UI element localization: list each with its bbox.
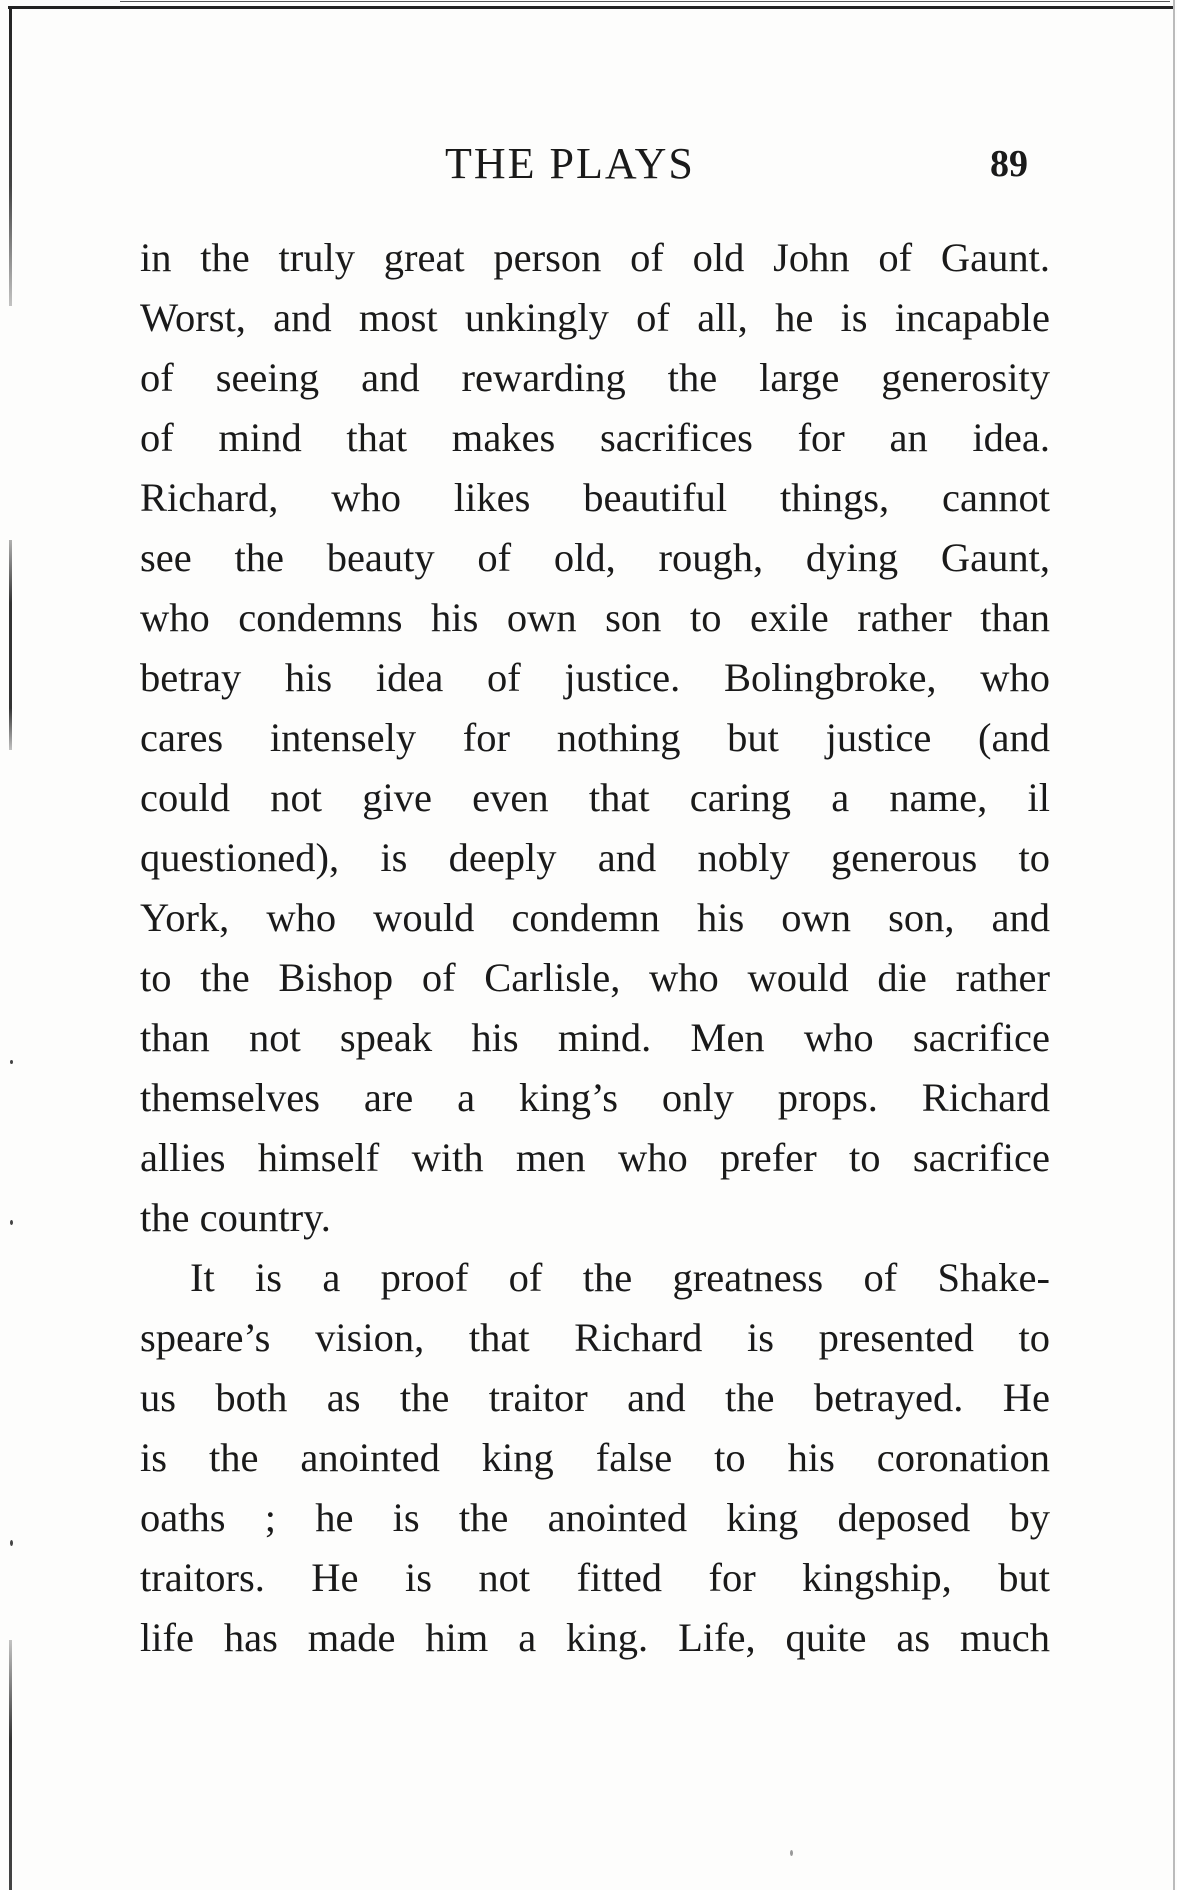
text-line: cares intensely for nothing but justice (and	[140, 715, 1050, 760]
text-line: than not speak his mind. Men who sacrifice	[140, 1015, 1050, 1060]
text-line: themselves are a king’s only props. Richard	[140, 1075, 1050, 1120]
text-line: the country.	[140, 1195, 331, 1240]
text-line: Worst, and most unkingly of all, he is incapable	[140, 295, 1050, 340]
scan-speck	[10, 1540, 13, 1546]
text-line: betray his idea of justice. Bolingbroke, who	[140, 655, 1050, 700]
text-line: who condemns his own son to exile rather than	[140, 595, 1050, 640]
running-title: THE PLAYS	[445, 139, 695, 188]
text-line: questioned), is deeply and nobly generous to	[140, 835, 1050, 880]
scan-edge-left-lower	[9, 1640, 12, 1890]
text-line: Richard, who likes beautiful things, cannot	[140, 475, 1050, 520]
text-line: It is a proof of the greatness of Shake-	[190, 1255, 1050, 1300]
scan-edge-right	[1173, 0, 1175, 1890]
page-number: 89	[990, 143, 1028, 185]
scan-edge-top	[8, 6, 1173, 9]
text-line: of mind that makes sacrifices for an idea.	[140, 415, 1050, 460]
text-line: to the Bishop of Carlisle, who would die rather	[140, 955, 1050, 1000]
paragraph-1	[140, 228, 1050, 1248]
scan-edge-left-upper	[9, 6, 12, 306]
text-line: in the truly great person of old John of Gaunt.	[140, 235, 1050, 280]
text-line: of seeing and rewarding the large generosity	[140, 355, 1050, 400]
scan-speck	[10, 1220, 13, 1225]
text-line: us both as the traitor and the betrayed. He	[140, 1375, 1050, 1420]
text-line: traitors. He is not fitted for kingship, but	[140, 1555, 1050, 1600]
body-text	[140, 228, 1050, 1668]
scan-speck	[790, 1850, 793, 1856]
paragraph-2	[140, 1248, 1050, 1668]
scan-edge-left-middle	[9, 540, 12, 750]
text-line: speare’s vision, that Richard is presented to	[140, 1315, 1050, 1360]
scan-speck	[10, 1060, 13, 1064]
text-line: could not give even that caring a name, il	[140, 775, 1050, 820]
text-line: oaths ; he is the anointed king deposed by	[140, 1495, 1050, 1540]
text-line: York, who would condemn his own son, and	[140, 895, 1050, 940]
running-head	[140, 138, 1040, 198]
text-line: life has made him a king. Life, quite as much	[140, 1615, 1050, 1660]
scan-edge-top-thin	[120, 1, 1170, 2]
text-line: allies himself with men who prefer to sacrifice	[140, 1135, 1050, 1180]
text-line: see the beauty of old, rough, dying Gaunt,	[140, 535, 1050, 580]
text-line: is the anointed king false to his coronation	[140, 1435, 1050, 1480]
